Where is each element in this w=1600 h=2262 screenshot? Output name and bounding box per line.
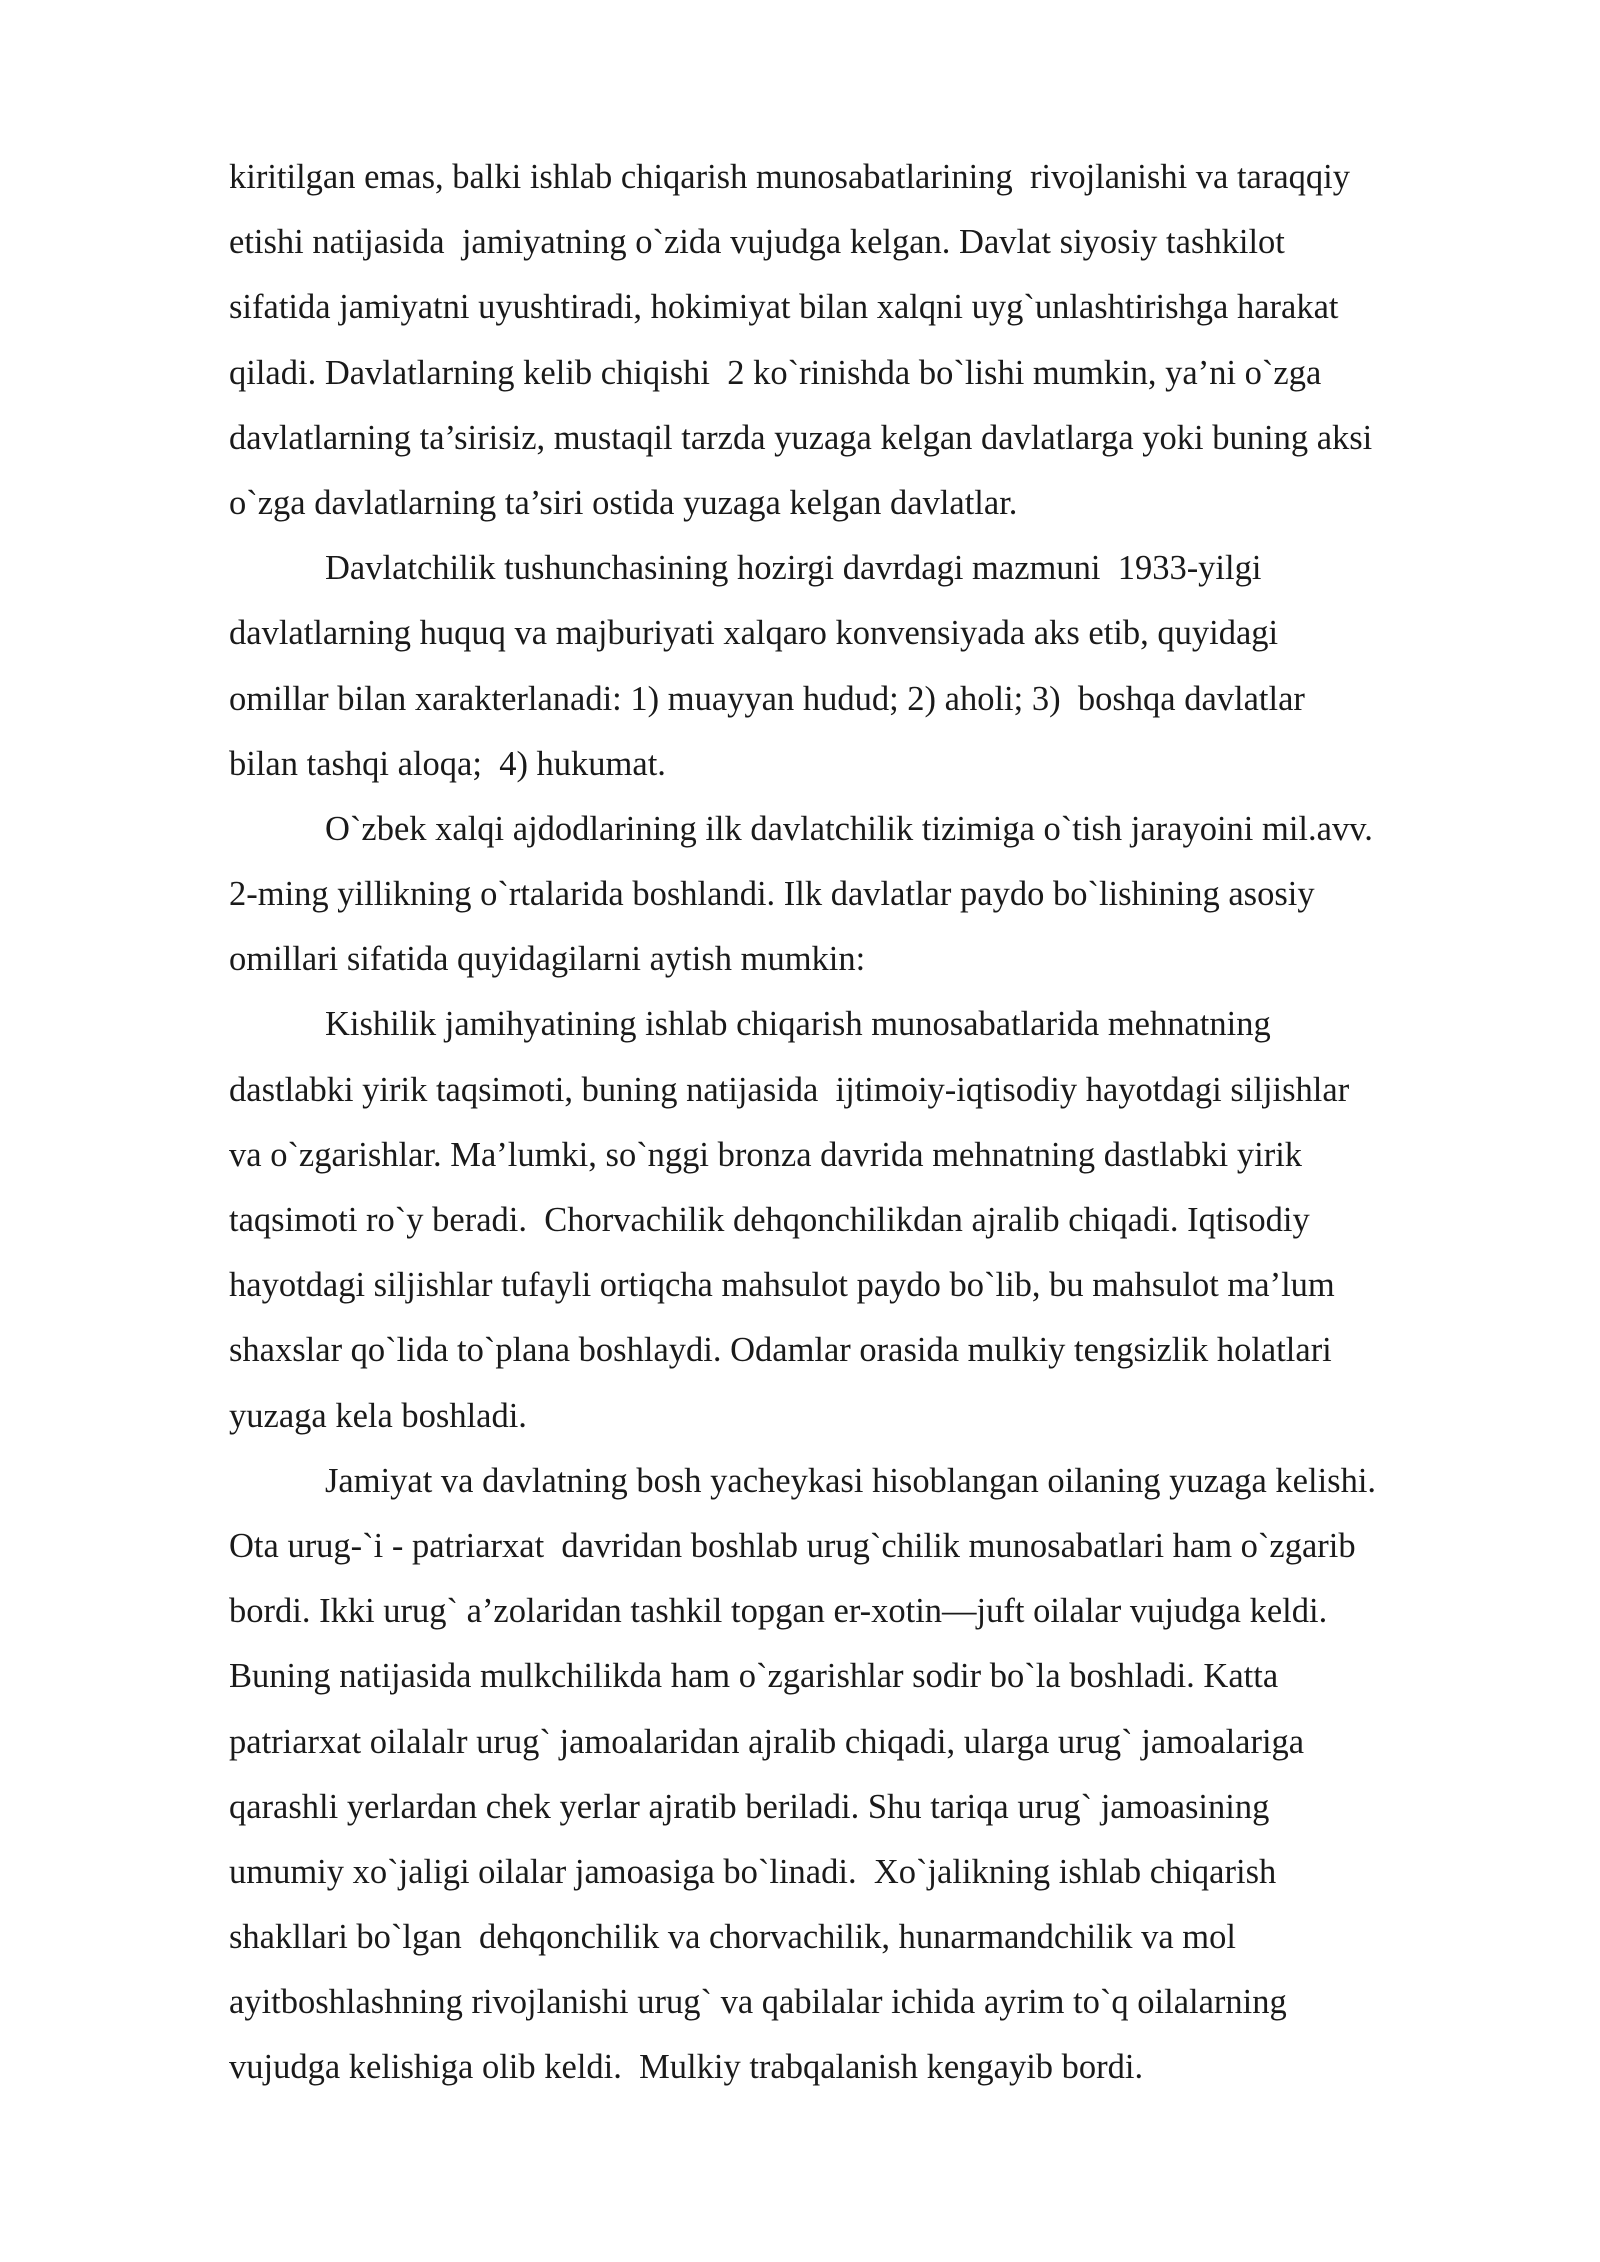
text-line: bordi. Ikki urug` a’zolaridan tashkil topgan er-xotin—juft oilalar vujudga keldi. <box>229 1592 1328 1631</box>
text-line: vujudga kelishiga olib keldi. Mulkiy trabqalanish kengayib bordi. <box>229 2048 1144 2087</box>
paragraph <box>229 536 1491 797</box>
paragraph <box>229 1449 1491 2101</box>
text-line: etishi natijasida jamiyatning o`zida vujudga kelgan. Davlat siyosiy tashkilot <box>229 223 1285 262</box>
paragraph <box>229 797 1491 993</box>
text-line: qarashli yerlardan chek yerlar ajratib beriladi. Shu tariqa urug` jamoasining <box>229 1787 1270 1826</box>
text-line: davlatlarning ta’sirisiz, mustaqil tarzda yuzaga kelgan davlatlarga yoki buning aksi <box>229 418 1373 457</box>
text-line: 2-ming yillikning o`rtalarida boshlandi. Ilk davlatlar paydo bo`lishining asosiy <box>229 875 1315 914</box>
text-line: o`zga davlatlarning ta’siri ostida yuzaga kelgan davlatlar. <box>229 483 1018 522</box>
text-line: taqsimoti ro`y beradi. Chorvachilik dehqonchilikdan ajralib chiqadi. Iqtisodiy <box>229 1201 1310 1239</box>
text-line: umumiy xo`jaligi oilalar jamoasiga bo`linadi. Xo`jalikning ishlab chiqarish <box>229 1852 1277 1891</box>
text-line: omillar bilan xarakterlanadi: 1) muayyan hudud; 2) aholi; 3) boshqa davlatlar <box>229 679 1305 718</box>
text-line: shakllari bo`lgan dehqonchilik va chorvachilik, hunarmandchilik va mol <box>229 1918 1236 1957</box>
text-line-indented: Jamiyat va davlatning bosh yacheykasi hisoblangan oilaning yuzaga kelishi. <box>325 1461 1377 1500</box>
text-line-indented: Kishilik jamihyatining ishlab chiqarish munosabatlarida mehnatning <box>325 1005 1271 1044</box>
paragraph <box>229 145 1491 536</box>
document-body <box>229 145 1491 2101</box>
text-line: sifatida jamiyatni uyushtiradi, hokimiyat bilan xalqni uyg`unlashtirishga harakat <box>229 288 1339 327</box>
paragraph <box>229 992 1491 1448</box>
text-line: dastlabki yirik taqsimoti, buning natijasida ijtimoiy-iqtisodiy hayotdagi siljishlar <box>229 1070 1350 1109</box>
text-line: omillari sifatida quyidagilarni aytish mumkin: <box>229 940 866 979</box>
text-line: va o`zgarishlar. Ma’lumki, so`nggi bronza davrida mehnatning dastlabki yirik <box>229 1135 1303 1174</box>
text-line: patriarxat oilalalr urug` jamoalaridan ajralib chiqadi, ularga urug` jamoalariga <box>229 1722 1305 1761</box>
text-line: bilan tashqi aloqa; 4) hukumat. <box>229 744 666 783</box>
text-line-indented: Davlatchilik tushunchasining hozirgi davrdagi mazmuni 1933-yilgi <box>325 549 1262 588</box>
text-line: qiladi. Davlatlarning kelib chiqishi 2 ko`rinishda bo`lishi mumkin, ya’ni o`zga <box>229 353 1322 392</box>
text-line: hayotdagi siljishlar tufayli ortiqcha mahsulot paydo bo`lib, bu mahsulot ma’lum <box>229 1266 1335 1305</box>
text-line: davlatlarning huquq va majburiyati xalqaro konvensiyada aks etib, quyidagi <box>229 614 1279 653</box>
text-line: ayitboshlashning rivojlanishi urug` va qabilalar ichida ayrim to`q oilalarning <box>229 1983 1287 2022</box>
text-line: yuzaga kela boshladi. <box>229 1396 527 1435</box>
text-line: Ota urug-`i - patriarxat davridan boshlab urug`chilik munosabatlari ham o`zgarib <box>229 1526 1356 1565</box>
text-line: kiritilgan emas, balki ishlab chiqarish munosabatlarining rivojlanishi va taraqqiy <box>229 158 1350 196</box>
text-line: Buning natijasida mulkchilikda ham o`zgarishlar sodir bo`la boshladi. Katta <box>229 1657 1279 1696</box>
text-line: shaxslar qo`lida to`plana boshlaydi. Odamlar orasida mulkiy tengsizlik holatlari <box>229 1331 1332 1370</box>
text-line-indented: O`zbek xalqi ajdodlarining ilk davlatchilik tizimiga o`tish jarayoini mil.avv. <box>325 809 1373 848</box>
